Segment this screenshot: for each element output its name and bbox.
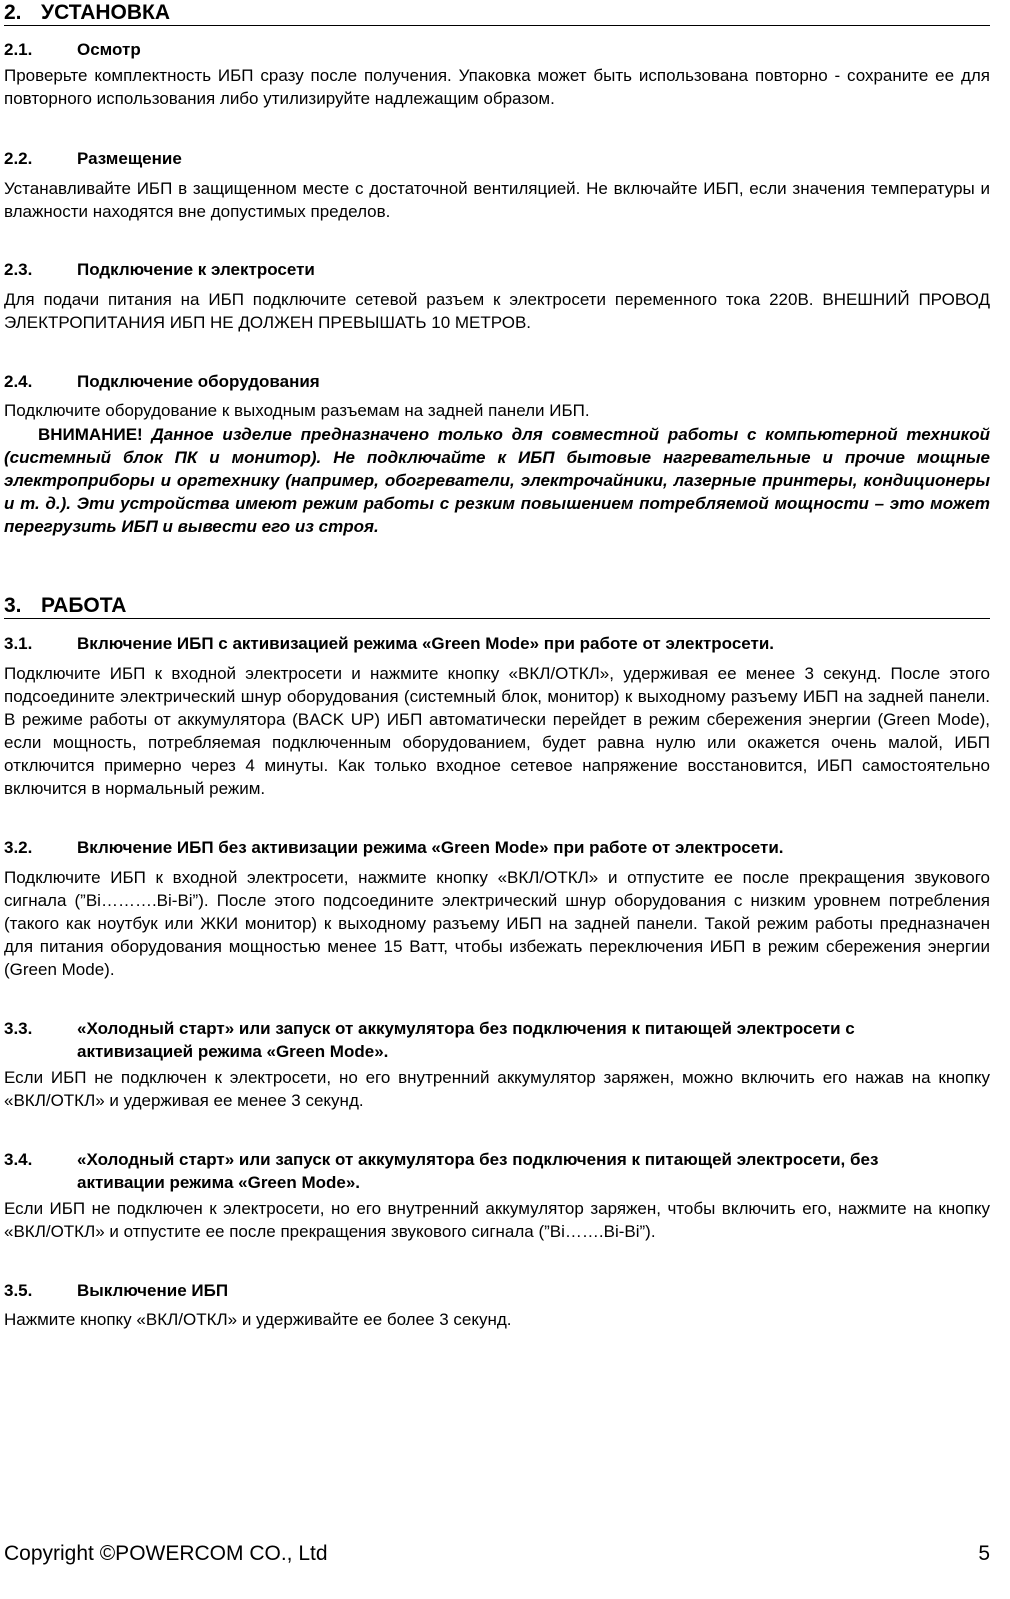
paragraph: Устанавливайте ИБП в защищенном месте с достаточной вентиляцией. Не включайте ИБП, если значения температуры и влажности находятся вне допустимых пределов. xyxy=(4,179,990,221)
subsection-number: 3.5. xyxy=(4,1281,33,1300)
subsection-heading xyxy=(4,370,990,393)
paragraph: Подключите оборудование к выходным разъемам на задней панели ИБП. xyxy=(4,401,590,420)
subsection-number: 2.3. xyxy=(4,260,33,279)
subsection-heading xyxy=(4,38,990,61)
subsection-heading xyxy=(4,1148,990,1194)
subsection-heading xyxy=(4,258,990,281)
page-number: 5 xyxy=(978,1542,990,1565)
subsection-title: Размещение xyxy=(77,149,182,168)
paragraph: Проверьте комплектность ИБП сразу после получения. Упаковка может быть использована повторно - сохраните ее для повторного использования либо утилизируйте надлежащим образом. xyxy=(4,66,990,108)
subsection-title: Включение ИБП с активизацией режима «Green Mode» при работе от электросети. xyxy=(77,634,775,653)
subsection-number: 3.2. xyxy=(4,838,33,857)
section-3-heading xyxy=(4,593,990,619)
subsection-title: «Холодный старт» или запуск от аккумулятора без подключения к питающей электросети, без активации режима «Green Mode». xyxy=(77,1150,879,1192)
paragraph: Подключите ИБП к входной электросети, нажмите кнопку «ВКЛ/ОТКЛ» и отпустите ее после прекращения звукового сигнала (”Bi……….Bi-Bi”). После этого подсоедините электрический шнур оборудования с низким уровнем потребления (такого как ноутбук или ЖКИ монитор) к выходному разъему ИБП на задней панели. Такой режим работы предназначен для питания оборудования мощностью менее 15 Ватт, чтобы избежать переключения ИБП в режим сбережения энергии (Green Mode). xyxy=(4,868,990,979)
subsection-number: 2.2. xyxy=(4,149,33,168)
section-number: 3. xyxy=(4,594,22,617)
subsection-number: 2.1. xyxy=(4,40,33,59)
paragraph: Если ИБП не подключен к электросети, но его внутренний аккумулятор заряжен, можно включить его нажав на кнопку «ВКЛ/ОТКЛ» и удерживая ее менее 3 секунд. xyxy=(4,1068,990,1110)
subsection-heading xyxy=(4,1279,990,1302)
paragraph: Подключите ИБП к входной электросети и нажмите кнопку «ВКЛ/ОТКЛ», удерживая ее менее 3 секунд. После этого подсоедините электрический шнур оборудования (системный блок, монитор) к выходному разъему ИБП на задней панели. В режиме работы от аккумулятора (BACK UP) ИБП автоматически перейдет в режим сбережения энергии (Green Mode), если мощность, потребляемая подключенным оборудованием, будет равна нулю или окажется очень малой, ИБП отключится примерно через 4 минуты. Как только входное сетевое напряжение восстановится, ИБП самостоятельно включится в нормальный режим. xyxy=(4,664,990,798)
warning-text: Данное изделие предназначено только для совместной работы с компьютерной техникой (системный блок ПК и монитор). Не подключайте к ИБП бытовые нагревательные и прочие мощные электроприборы и оргтехнику (например, обогреватели, электрочайники, лазерные принтеры, кондиционеры и т. д.). Эти устройства имеют режим работы с резким повышением потребляемой мощности – это может перегрузить ИБП и вывести его из строя. xyxy=(4,425,991,536)
subsection-heading xyxy=(4,836,990,859)
copyright: Copyright ©POWERCOM CO., Ltd xyxy=(4,1542,328,1565)
section-2-heading xyxy=(4,0,990,26)
subsection-heading xyxy=(4,1017,990,1063)
section-title: УСТАНОВКА xyxy=(41,1,171,24)
subsection-number: 3.3. xyxy=(4,1019,33,1038)
subsection-number: 3.1. xyxy=(4,634,33,653)
subsection-title: Включение ИБП без активизации режима «Green Mode» при работе от электросети. xyxy=(77,838,784,857)
subsection-title: Осмотр xyxy=(77,40,141,59)
section-number: 2. xyxy=(4,1,22,24)
subsection-number: 3.4. xyxy=(4,1150,33,1169)
subsection-title: Выключение ИБП xyxy=(77,1281,229,1300)
subsection-heading xyxy=(4,632,990,655)
warning-paragraph xyxy=(4,423,990,538)
page-footer xyxy=(4,1539,990,1569)
warning-label: ВНИМАНИЕ! xyxy=(38,425,143,444)
paragraph: Для подачи питания на ИБП подключите сетевой разъем к электросети переменного тока 220В. ВНЕШНИЙ ПРОВОД ЭЛЕКТРОПИТАНИЯ ИБП НЕ ДОЛЖЕН ПРЕВЫШАТЬ 10 МЕТРОВ. xyxy=(4,290,990,332)
subsection-title: «Холодный старт» или запуск от аккумулятора без подключения к питающей электросети с активизацией режима «Green Mode». xyxy=(77,1019,855,1061)
section-title: РАБОТА xyxy=(41,594,127,617)
subsection-heading xyxy=(4,147,990,170)
paragraph: Если ИБП не подключен к электросети, но его внутренний аккумулятор заряжен, чтобы включить его, нажмите на кнопку «ВКЛ/ОТКЛ» и отпустите ее после прекращения звукового сигнала (”Bi…….Bi-Bi”). xyxy=(4,1199,990,1241)
document-page xyxy=(4,0,990,1331)
subsection-title: Подключение к электросети xyxy=(77,260,315,279)
subsection-title: Подключение оборудования xyxy=(77,372,320,391)
paragraph: Нажмите кнопку «ВКЛ/ОТКЛ» и удерживайте ее более 3 секунд. xyxy=(4,1310,512,1329)
subsection-number: 2.4. xyxy=(4,372,33,391)
